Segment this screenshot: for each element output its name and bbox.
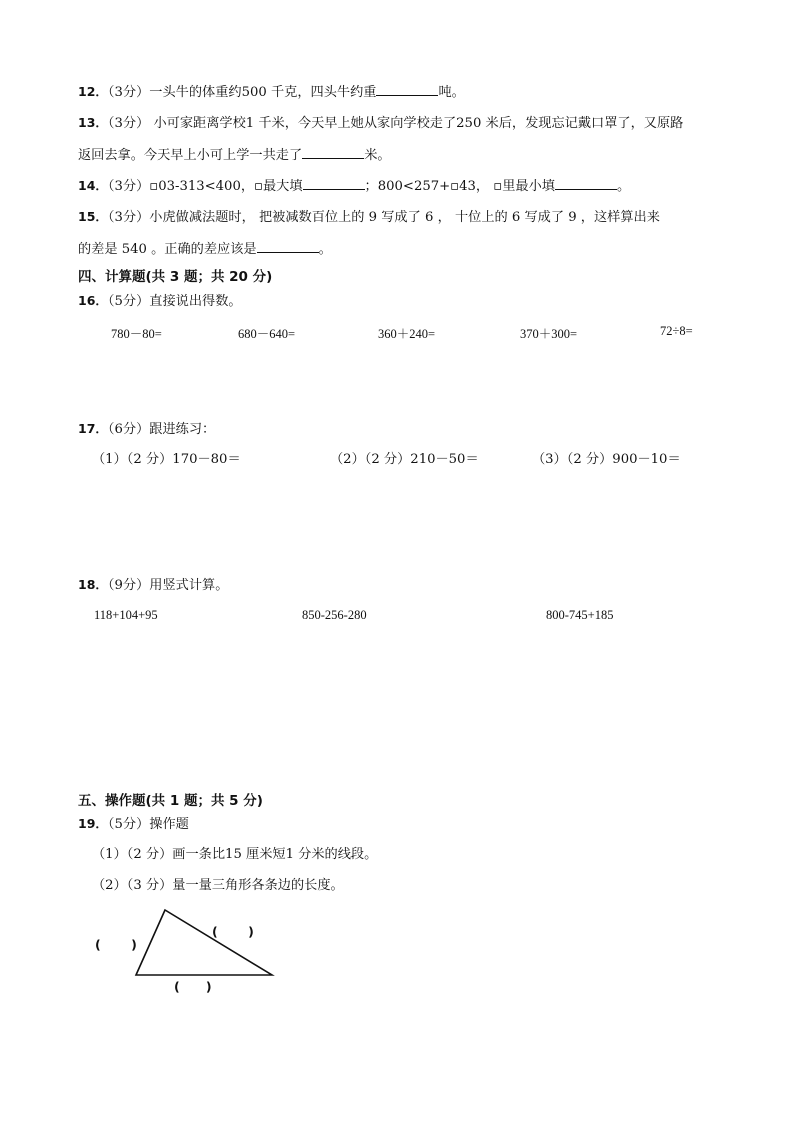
section-title-calculation: 四、计算题(共 3 题；共 20 分) — [78, 269, 273, 285]
answer-blank[interactable] — [376, 82, 438, 96]
expression-3: 360＋240= — [378, 327, 436, 341]
question-17-part-2: （2）（2 分）210－50＝ — [330, 452, 479, 467]
question-text-end: 米。 — [364, 148, 391, 163]
question-number: 16． — [78, 293, 108, 308]
section-title-operation: 五、操作题(共 1 题；共 5 分) — [78, 793, 263, 809]
question-number: 19． — [78, 816, 108, 831]
expression-5: 72÷8= — [660, 324, 693, 338]
question-text: 跟进练习： — [149, 422, 216, 437]
question-text: 小虎做减法题时， 把被减数百位上的 9 写成了 6 ， 十位上的 6 写成了 9 ，这样算出来 — [149, 210, 660, 225]
question-score: （5分） — [107, 817, 150, 832]
question-score: （6分） — [107, 422, 150, 437]
expression-4: 370＋300= — [520, 327, 578, 341]
question-text: 的差是 540 。正确的差应该是 — [78, 242, 257, 257]
question-text-end: 吨。 — [438, 85, 465, 100]
answer-blank[interactable] — [257, 239, 319, 253]
question-text: 返回去拿。今天早上小可上学一共走了 — [78, 148, 303, 163]
answer-blank[interactable] — [303, 176, 365, 190]
question-score: （9分） — [107, 578, 150, 593]
question-19-part-2: （2）（3 分）量一量三角形各条边的长度。 — [92, 878, 344, 893]
triangle-bottom-side-answer[interactable]: ( ) — [174, 979, 212, 994]
question-16 — [78, 292, 242, 311]
question-text: 一头牛的体重约500 千克，四头牛约重 — [149, 85, 377, 100]
vertical-calc-expression-2: 850-256-280 — [302, 608, 367, 622]
question-number: 17． — [78, 421, 108, 436]
question-text-end: 。 — [616, 179, 631, 194]
question-number: 18． — [78, 577, 108, 592]
expression-1: 780－80= — [111, 327, 162, 341]
question-13 — [78, 114, 683, 133]
triangle-figure — [120, 905, 290, 985]
question-text: 直接说出得数。 — [149, 294, 242, 309]
triangle-shape — [136, 910, 272, 975]
question-text: ▫03-313<400，▫最大填 — [149, 179, 303, 194]
question-19 — [78, 815, 189, 834]
answer-blank[interactable] — [302, 145, 364, 159]
question-number: 14． — [78, 178, 108, 193]
question-number: 13． — [78, 115, 108, 130]
question-15-line2 — [78, 239, 332, 259]
question-17 — [78, 420, 215, 439]
question-score: （3分） — [107, 210, 150, 225]
question-text: 用竖式计算。 — [149, 578, 229, 593]
question-text-end: 。 — [318, 242, 332, 257]
question-14 — [78, 176, 630, 196]
question-19-part-1: （1）（2 分）画一条比15 厘米短1 分米的线段。 — [92, 847, 378, 862]
question-13-line2 — [78, 145, 391, 165]
answer-blank[interactable] — [555, 176, 617, 190]
question-12 — [78, 82, 465, 102]
question-number: 12． — [78, 84, 108, 99]
question-score: （3分） — [107, 85, 150, 100]
question-17-part-3: （3）（2 分）900－10＝ — [532, 452, 681, 467]
vertical-calc-expression-3: 800-745+185 — [546, 608, 614, 622]
vertical-calc-expression-1: 118+104+95 — [94, 608, 158, 622]
triangle-left-side-answer[interactable]: ( ) — [95, 937, 137, 952]
question-score: （3分） — [107, 179, 150, 194]
question-text: ；800<257+▫43， ▫里最小填 — [364, 179, 555, 194]
question-score: （3分） — [107, 116, 150, 131]
question-18 — [78, 576, 228, 595]
triangle-hypotenuse-answer[interactable]: ( ) — [212, 924, 254, 939]
question-17-part-1: （1）（2 分）170－80＝ — [92, 452, 241, 467]
question-number: 15． — [78, 209, 108, 224]
question-15 — [78, 208, 660, 227]
question-text: 小可家距离学校1 千米，今天早上她从家向学校走了250 米后，发现忘记戴口罩了，又原路 — [149, 116, 684, 131]
expression-2: 680－640= — [238, 327, 296, 341]
question-text: 操作题 — [149, 817, 189, 832]
question-score: （5分） — [107, 294, 150, 309]
